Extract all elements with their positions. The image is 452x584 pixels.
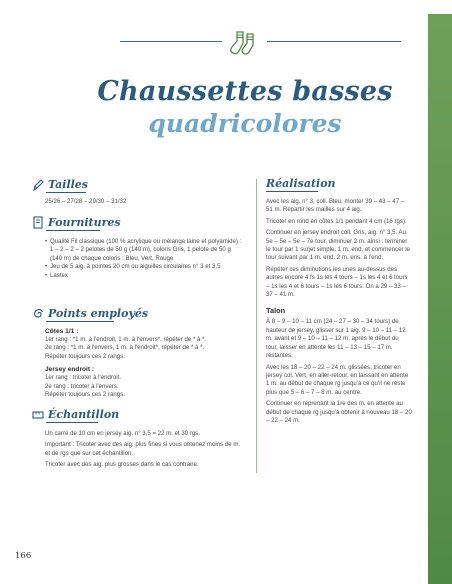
column-divider	[256, 179, 257, 473]
spiral-icon	[32, 307, 44, 321]
ruler-icon	[32, 408, 44, 422]
heading-underline	[266, 191, 318, 192]
section-heading: Tailles	[48, 178, 88, 191]
section-echantillon	[32, 408, 244, 470]
instruction-paragraph: Avec les aig. n° 3, coll. Bleu, monter 39 – 43 – 47 – 51 m. Répartir les mailles sur 4 aig.	[266, 198, 405, 214]
jersey-title: Jersey endroit :	[45, 366, 95, 374]
section-heading: Échantillon	[48, 408, 120, 421]
talon-paragraph: Continuer en reprenant la 1re des m. en attente au début de chaque rg jusqu'à obtenir à nouveau 18 – 20 – 22 – 24 m.	[266, 400, 412, 424]
talon-paragraph: À 8 – 9 – 10 – 11 cm (24 – 27 – 30 – 34 tours) de hauteur de jersey, glisser sur 1 aig. 9 – 10 – 11 – 12 m. avant et 9 – 10 – 11 – 12 m. après le début du tour, laisser en attente les 11 – 13 – 15 – 17 m. restantes.	[266, 318, 406, 360]
page-number: 166	[15, 551, 32, 561]
cotes-line: 1er rang : *1 m. à l'endroit, 1 m. à l'envers*, répéter de * à *.	[45, 336, 207, 343]
pencil-icon	[32, 178, 44, 192]
section-points	[32, 307, 244, 399]
list-item: • Jeu de 5 aig. à pointes 20 cm ou aiguilles circulaires n° 3 et 3,5	[45, 263, 244, 271]
heading-underline	[46, 422, 98, 423]
instruction-paragraph: Répéter ces diminutions les unes au-dessus des autres encore 4 fs 1s les 4 tours – 1s les 4 et 6 tours – 1s les 4 et 6 tours – 1s les 6 tours. On a 29 – 33 – 37 – 41 m.	[266, 265, 408, 299]
talon-title: Talon	[266, 306, 286, 316]
top-rule-left	[120, 41, 222, 42]
jersey-line: Répéter toujours ces 2 rangs.	[45, 391, 125, 399]
gauge-paragraph: Tricoter avec des aig. plus grosses dans le cas contraire.	[45, 461, 199, 469]
cotes-line: Répéter toujours ces 2 rangs.	[45, 352, 125, 360]
section-heading: Réalisation	[266, 177, 336, 190]
section-realisation	[266, 177, 412, 425]
supplies-list	[32, 238, 244, 280]
cotes-title: Côtes 1/1 :	[45, 328, 79, 335]
heading-underline	[46, 192, 86, 193]
sizes-text: 25/26 – 27/28 – 29/30 – 31/32	[45, 198, 127, 205]
instruction-paragraph: Tricoter en rond en côtes 1/1 pendant 4 cm (16 rgs).	[266, 217, 407, 225]
sock-icon	[228, 30, 262, 56]
section-heading: Points employés	[48, 307, 149, 320]
book-icon	[32, 216, 44, 230]
page-title-line1: Chaussettes basses	[97, 76, 393, 107]
side-color-bar	[428, 14, 452, 584]
list-item: • Qualité Fil classique (100 % acrylique ou mélange laine et polyamide) : 1 – 2 – 2 – 2 pelotes de 50 g (140 m), coloris Gris, 1 pelote de 50 g (140 m) de chaque coloris : Bleu, Vert, Rouge	[45, 238, 244, 263]
gauge-paragraph: Important : Tricoter avec des aig. plus fines si vous obtenez moins de m. et de rgs que sur cet échantillon.	[45, 441, 241, 457]
heading-underline	[46, 321, 114, 322]
instruction-paragraph: Continuer en jersey endroit coll. Gris, aig. n° 3,5. Au 5e – 5e – 5e – 7e tour, diminuer 2 m. ainsi : terminer le tour par 1 surjet simple, 1 m. end, et commencer le tour suivant par 1 m. end, 2 m. ens. à l'end.	[266, 229, 410, 262]
talon-paragraph: Avec les 18 – 20 – 22 – 24 m. glissées, tricoter en jersey col. Vert, en aller-retour, en laissant en attente 1 m. au début de chaque rg jusqu'à ce qu'il ne reste plus que 5 – 6 – 7 – 8 m. au centre.	[266, 363, 409, 396]
top-rule-right	[267, 41, 401, 42]
gauge-paragraph: Un carré de 10 cm en jersey aig. n° 3,5 = 22 m. et 30 rgs.	[45, 430, 201, 437]
list-item: • Lastex	[45, 272, 244, 280]
section-heading: Fournitures	[48, 216, 121, 229]
page-title-line2: quadricolores	[148, 109, 342, 138]
jersey-line: 2e rang : tricoter à l'envers.	[45, 382, 119, 390]
jersey-line: 1er rang : tricoter à l'endroit.	[45, 374, 122, 382]
heading-underline	[46, 230, 100, 231]
section-tailles	[32, 178, 244, 206]
cotes-line: 2e rang : *1 m. à l'envers, 1 m. à l'endroit*, répéter de * à *.	[45, 344, 205, 352]
section-fournitures	[32, 216, 244, 280]
